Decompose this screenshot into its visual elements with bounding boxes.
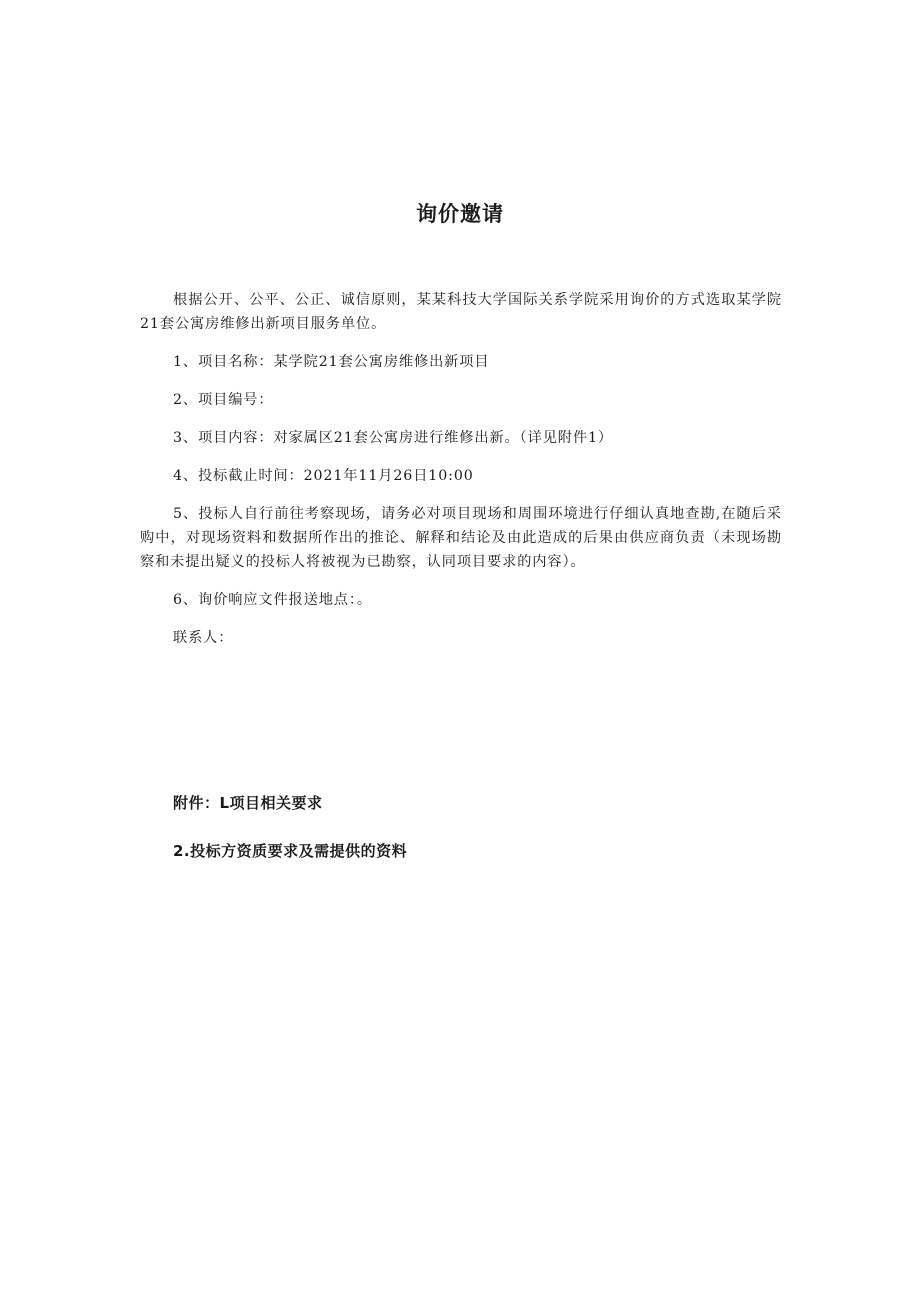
project-content-item: 3、项目内容：对家属区21套公寓房进行维修出新。（详见附件1） [173,430,613,446]
document-title: 询价邀请 [416,202,504,226]
contact-person-item: 联系人： [173,630,234,646]
project-number-item: 2、项目编号： [173,392,274,408]
intro-paragraph: 根据公开、公平、公正、诚信原则，某某科技大学国际关系学院采用询价的方式选取某学院21套公寓房维修出新项目服务单位。 [140,292,782,332]
document-body [140,288,782,650]
attachment-2-heading: 2.投标方资质要求及需提供的资料 [173,842,408,860]
site-inspection-item: 5、投标人自行前往考察现场，请务必对项目现场和周围环境进行仔细认真地查勘,在随后采购中，对现场资料和数据所作出的推论、解释和结论及由此造成的后果由供应商负责（未现场勘察和未提出疑义的投标人将被视为已勘察，认同项目要求的内容）。 [140,506,782,570]
attachment-1-heading: 附件：L项目相关要求 [173,794,323,812]
project-name-item: 1、项目名称：某学院21套公寓房维修出新项目 [173,354,490,370]
submission-location-item: 6、询价响应文件报送地点：。 [173,592,372,608]
bid-deadline-item: 4、投标截止时间：2021年11月26日10:00 [173,468,474,484]
